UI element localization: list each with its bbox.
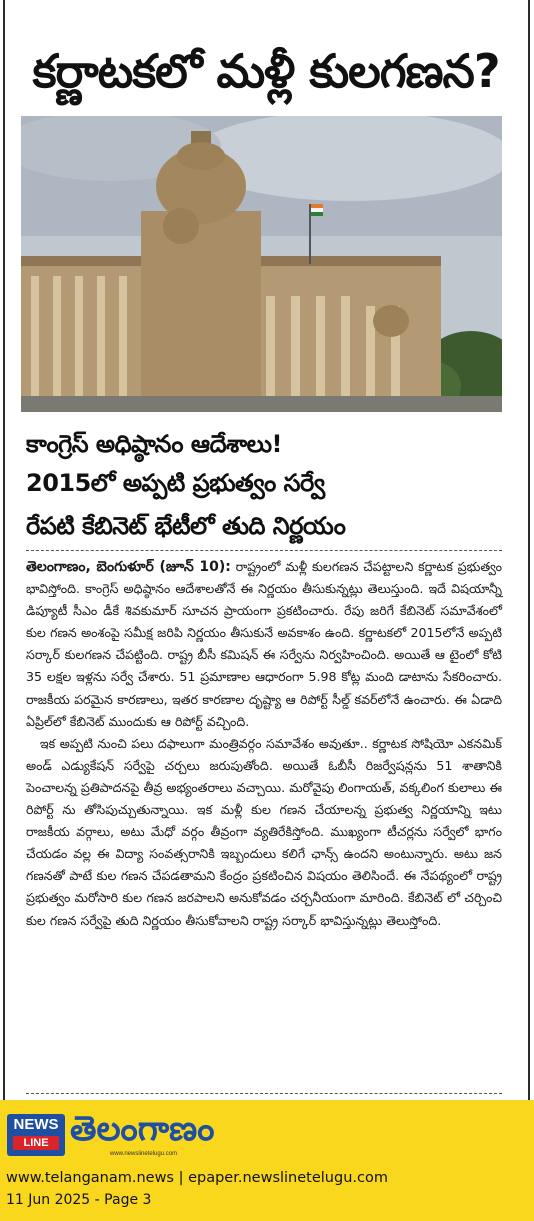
brand-name: తెలంగాణం	[70, 1109, 215, 1149]
paragraph-1	[26, 556, 502, 733]
dateline: తెలంగాణం, బెంగుళూర్ (జూన్ 10):	[26, 559, 231, 575]
right-rule	[528, 0, 530, 1101]
brand-url: www.newslinetelugu.com	[110, 1151, 178, 1157]
footer-links: www.telanganam.news | epaper.newslinetelugu.com	[6, 1170, 388, 1186]
article-body	[26, 556, 502, 932]
paragraph-2: ఇక అప్పటి నుంచి పలు దఫాలుగా మంత్రివర్గం సమావేశం అవుతూ.. కర్ణాటక సోషియో ఎకనమిక్ అండ్ ఎడ్యుకేషన్ సర్వేపై చర్చలు జరుపుతోంది. అయితే ఓబీసీ రిజర్వేషన్లను 51 శాతానికి పెంచాలన్న ప్రతిపాదనపై తీవ్ర అభ్యంతరాలు వచ్చాయి. మరోవైపు లింగాయత్, వక్కలింగ కులాలు ఈ రిపోర్ట్ ను తోసిపుచ్చుతున్నాయి. ఇక మళ్లీ కుల గణన చేయాలన్న ప్రభుత్వ నిర్ణయాన్ని ఇటు రాజకీయ వర్గాలు, అటు మేధో వర్గం తీవ్రంగా వ్యతిరేకిస్తోంది. ముఖ్యంగా టీచర్లను సర్వేలో భాగం చేయడం వల్ల ఈ విద్యా సంవత్సరానికి ఇబ్బందులు కలిగే ఛాన్స్ ఉందని అంటున్నారు. అటు జన గణనతో పాటే కుల గణన చేపడతామని కేంద్రం ప్రకటించిన విషయం తెలిసిందే. ఈ నేపథ్యంలో రాష్ట్ర ప్రభుత్వం మరోసారి కుల గణన జరపాలని అనుకోవడం చర్చనీయంగా మారింది. కేబినెట్ లో చర్చించి కుల గణన సర్వేపై తుది నిర్ణయం తీసుకోవాలని రాష్ట్ర సర్కార్ భావిస్తున్నట్లు తెలుస్తోంది.	[26, 735, 502, 928]
subheading-3: రేపటి కేబినెట్ భేటీలో తుది నిర్ణయం	[26, 512, 346, 540]
subheading-2: 2015లో అప్పటి ప్రభుత్వం సర్వే	[26, 469, 325, 497]
subheading-1: కాంగ్రెస్ అధిష్ఠానం ఆదేశాలు!	[26, 430, 282, 458]
divider-bottom	[26, 1093, 502, 1094]
footer-date-page: 11 Jun 2025 - Page 3	[6, 1192, 152, 1208]
logo-line-text: LINE	[13, 1136, 59, 1150]
footer	[0, 1100, 534, 1221]
newsline-logo	[7, 1114, 65, 1156]
paragraph-1-text: రాష్ట్రంలో మళ్లీ కులగణన చేపట్టాలని కర్ణాటక ప్రభుత్వం భావిస్తోంది. కాంగ్రెస్ అధిష్ఠానం ఆదేశాలతోనే ఈ నిర్ణయం తీసుకున్నట్లు తెలుస్తుంది. ఇదే విషయాన్నీ డిప్యూటీ సీఎం డీకే శివకుమార్ సూచన ప్రాయంగా ప్రకటించారు. రేపు జరిగే కేబినెట్ సమావేశంలో కుల గణన అంశంపై సమీక్ష జరిపి నిర్ణయం తీసుకునే అవకాశం ఉంది. కర్ణాటకలో 2015లోనే అప్పటి సర్కార్ కులగణన చేపట్టింది. రాష్ట్ర బీసీ కమిషన్ ఈ సర్వేను నిర్వహించింది. అయితే ఆ టైంలో కోటి 35 లక్షల ఇళ్లను సర్వే చేశారు. 51 ప్రమాణాల ఆధారంగా 5.98 కోట్ల మంది డాటాను సేకరించారు. రాజకీయ పరమైన కారణాలు, ఇతర కారణాల దృష్ట్యా ఆ రిపోర్ట్ సీల్డ్ కవర్‌లోనే ఉంచారు. ఈ ఏడాది ఏప్రిల్‌లో కేబినెట్ ముందుకు ఆ రిపోర్ట్ వచ్చింది.	[26, 559, 502, 729]
divider-top	[26, 550, 502, 551]
logo-news-text: NEWS	[13, 1116, 59, 1133]
left-rule	[3, 0, 5, 1101]
article-photo	[21, 116, 502, 412]
headline: కర్ణాటకలో మళ్లీ కులగణన?	[32, 44, 500, 98]
